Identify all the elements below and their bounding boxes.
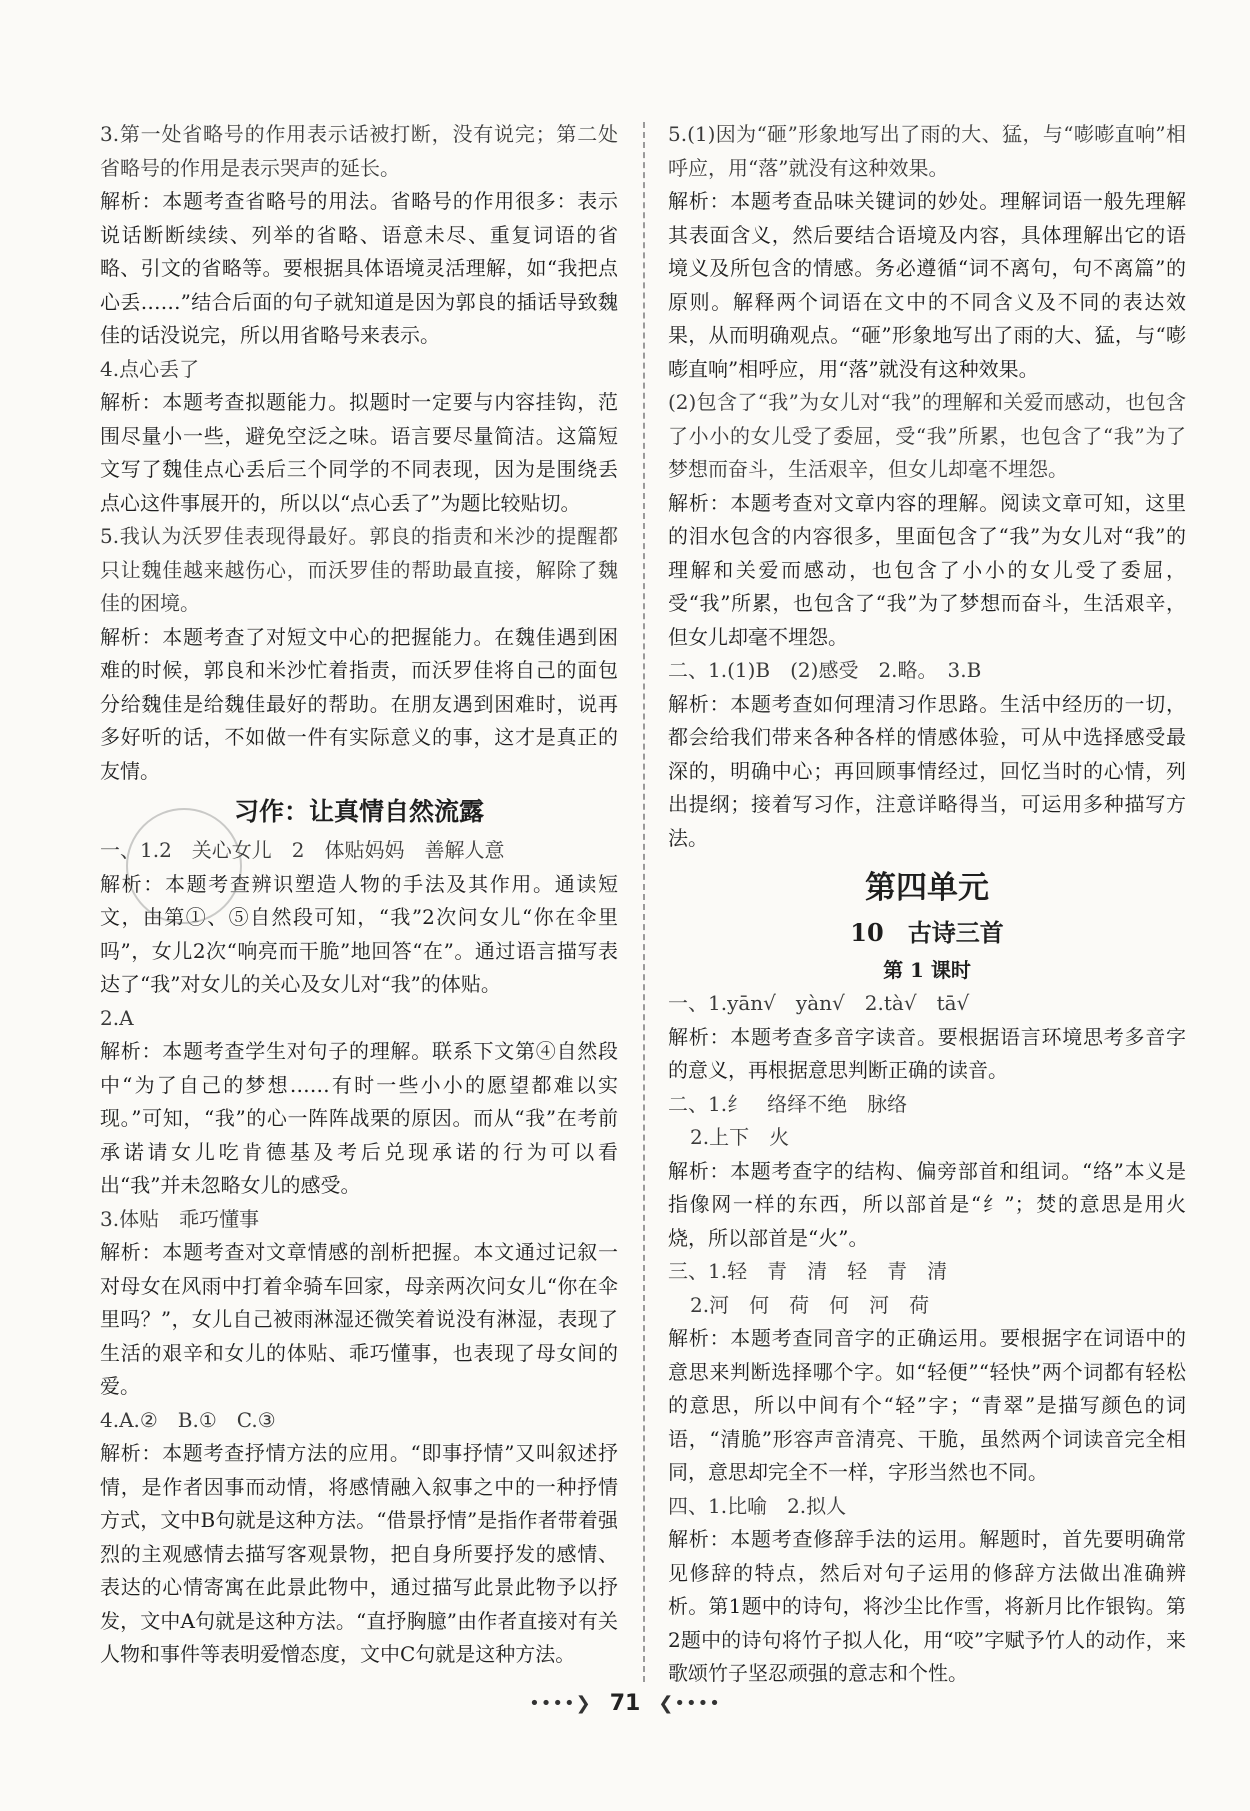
- arrow-right-icon: ••••❯: [529, 1692, 592, 1714]
- analysis-2: 解析：本题考查如何理清习作思路。生活中经历的一切，都会给我们带来各种各样的情感体验，可从中选择感受最深的，明确中心；再回顾事情经过，回忆当时的心情，列出提纲；接着写习作，注意详略得当，可运用多种描写方法。: [668, 691, 1186, 850]
- analysis-4: 解析：本题考查拟题能力。拟题时一定要与内容挂钩，范围尽量小一些，避免空泛之味。语言要尽量简洁。这篇短文写了魏佳点心丢后三个同学的不同表现，因为是围绕丢点心这件事展开的，所以以“点心丢了”为题比较贴切。: [100, 390, 618, 515]
- answer-1-2: 2.A: [100, 1005, 134, 1030]
- analysis-q3: 解析：本题考查同音字的正确运用。要根据字在词语中的意思来判断选择哪个字。如“轻便”“轻快”两个词都有轻松的意思，所以中间有个“轻”字；“青翠”是描写颜色的词语，“清脆”形容声音清亮、干脆，虽然两个词读音完全相同，意思却完全不一样，字形当然也不同。: [668, 1326, 1186, 1484]
- analysis-1-5-2: 解析：本题考查对文章内容的理解。阅读文章可知，这里的泪水包含的内容很多，里面包含了“我”为女儿对“我”的理解和关爱而感动，也包含了小小的女儿受了委屈，受“我”所累，也包含了“我”为了梦想而奋斗，生活艰辛，但女儿却毫不埋怨。: [668, 490, 1186, 649]
- answer-1-5-1: 5.(1)因为“砸”形象地写出了雨的大、猛，与“嘭嘭直响”相呼应，用“落”就没有这种效果。: [668, 122, 1186, 180]
- arrow-left-icon: ❮••••: [658, 1692, 721, 1714]
- column-divider: [643, 122, 645, 1682]
- stamp-watermark: [126, 808, 242, 924]
- section-title: 习作：让真情自然流露: [233, 797, 484, 826]
- lesson-title: 10 古诗三首: [850, 918, 1004, 947]
- analysis-1-3: 解析：本题考查对文章情感的剖析把握。本文通过记叙一对母女在风雨中打着伞骑车回家，母亲两次问女儿“你在伞里吗？”，女儿自己被雨淋湿还微笑着说没有淋湿，表现了生活的艰辛和女儿的体贴、乖巧懂事，也表现了母女间的爱。: [100, 1240, 618, 1398]
- answer-q2-2: 2.上下 火: [690, 1125, 790, 1149]
- analysis-5: 解析：本题考查了对短文中心的把握能力。在魏佳遇到困难的时候，郭良和米沙忙着指责，而沃罗佳将自己的面包分给魏佳是给魏佳最好的帮助。在朋友遇到困难时，说再多好听的话，不如做一件有实际意义的事，这才是真正的友情。: [100, 624, 618, 783]
- page-footer: [0, 1683, 1250, 1723]
- answer-q2-1: 二、1.纟 络绎不绝 脉络: [668, 1091, 908, 1116]
- answer-5: 5.我认为沃罗佳表现得最好。郭良的指责和米沙的提醒都只让魏佳越来越伤心，而沃罗佳的帮助最直接，解除了魏佳的困境。: [100, 524, 618, 615]
- answer-q3-2: 2.河 何 荷 何 河 荷: [690, 1292, 930, 1317]
- answer-1-4: 4.A.② B.① C.③: [100, 1407, 276, 1432]
- analysis-q1: 解析：本题考查多音字读音。要根据语言环境思考多音字的意义，再根据意思判断正确的读音。: [668, 1024, 1186, 1082]
- analysis-3: 解析：本题考查省略号的用法。省略号的作用很多：表示说话断断续续、列举的省略、语意未尽、重复词语的省略、引文的省略等。要根据具体语境灵活理解，如“我把点心丢……”结合后面的句子就知道是因为郭良的插话导致魏佳的话没说完，所以用省略号来表示。: [100, 189, 618, 347]
- right-column: [668, 118, 1186, 1691]
- analysis-1-1: 解析：本题考查辨识塑造人物的手法及其作用。通读短文，由第①、⑤自然段可知，“我”2次问女儿“你在伞里吗”，女儿2次“响亮而干脆”地回答“在”。通过语言描写表达了“我”对女儿的关心及女儿对“我”的体贴。: [100, 871, 618, 996]
- analysis-1-5-1: 解析：本题考查品味关键词的妙处。理解词语一般先理解其表面含义，然后要结合语境及内容，具体理解出它的语境义及所包含的情感。务必遵循“词不离句，句不离篇”的原则。解释两个词语在文中的不同含义及不同的表达效果，从而明确观点。“砸”形象地写出了雨的大、猛，与“嘭嘭直响”相呼应，用“落”就没有这种效果。: [668, 189, 1186, 381]
- answer-4: 4.点心丢了: [100, 356, 200, 381]
- answer-2: 二、1.(1)B (2)感受 2.略。 3.B: [668, 658, 982, 682]
- answer-q4: 四、1.比喻 2.拟人: [668, 1493, 847, 1518]
- answer-1-1: 一、1.2 关心女儿 2 体贴妈妈 善解人意: [100, 838, 505, 862]
- analysis-1-2: 解析：本题考查学生对句子的理解。联系下文第④自然段中“为了自己的梦想……有时一些小小的愿望都难以实现。”可知，“我”的心一阵阵战栗的原因。而从“我”在考前承诺请女儿吃肯德基及考后兑现承诺的行为可以看出“我”并未忽略女儿的感受。: [100, 1039, 618, 1197]
- analysis-q4: 解析：本题考查修辞手法的运用。解题时，首先要明确常见修辞的特点，然后对句子运用的修辞方法做出准确辨析。第1题中的诗句，将沙尘比作雪，将新月比作银钩。第2题中的诗句将竹子拟人化，用“咬”字赋予竹人的动作，来歌颂竹子坚忍顽强的意志和个性。: [668, 1527, 1186, 1685]
- answer-1-5-2: (2)包含了“我”为女儿对“我”的理解和关爱而感动，也包含了小小的女儿受了委屈，受“我”所累，也包含了“我”为了梦想而奋斗，生活艰辛，但女儿却毫不埋怨。: [668, 390, 1186, 481]
- analysis-1-4: 解析：本题考查抒情方法的应用。“即事抒情”又叫叙述抒情，是作者因事而动情，将感情融入叙事之中的一种抒情方式，文中B句就是这种方法。“借景抒情”是指作者带着强烈的主观感情去描写客观景物，把自身所要抒发的感情、表达的心情寄寓在此景此物中，通过描写此景此物予以抒发，文中A句就是这种方法。“直抒胸臆”由作者直接对有关人物和事件等表明爱憎态度，文中C句就是这种方法。: [100, 1441, 618, 1666]
- analysis-q2: 解析：本题考查字的结构、偏旁部首和组词。“络”本义是指像网一样的东西，所以部首是“纟”；焚的意思是用火烧，所以部首是“火”。: [668, 1158, 1186, 1250]
- period-title: 第 1 课时: [883, 958, 971, 982]
- answer-q1: 一、1.yān√ yàn√ 2.tà√ tā√: [668, 991, 970, 1015]
- unit-title: 第四单元: [865, 870, 989, 906]
- page-number: 71: [609, 1690, 641, 1716]
- answer-q3-1: 三、1.轻 青 清 轻 青 清: [668, 1259, 948, 1283]
- answer-3: 3.第一处省略号的作用表示话被打断，没有说完；第二处省略号的作用是表示哭声的延长。: [100, 122, 618, 180]
- answer-1-3: 3.体贴 乖巧懂事: [100, 1206, 260, 1231]
